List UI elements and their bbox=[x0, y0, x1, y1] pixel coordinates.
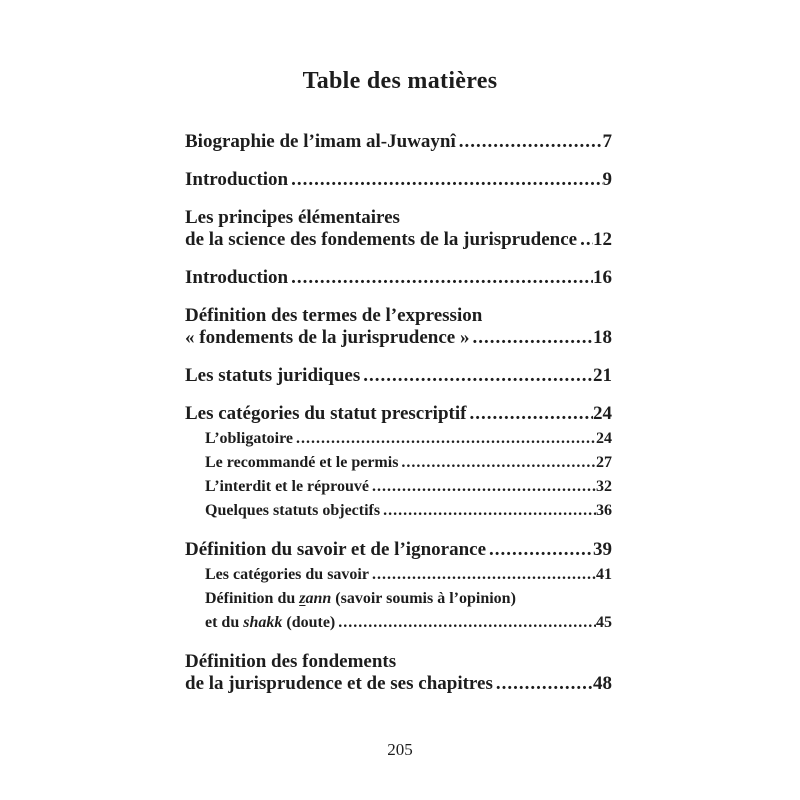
toc-entry-page: 9 bbox=[602, 169, 612, 190]
dot-leader bbox=[380, 499, 596, 523]
table-of-contents bbox=[185, 131, 612, 695]
toc-entry-text: Définition du bbox=[205, 590, 300, 607]
toc-entry-page: 32 bbox=[596, 478, 612, 495]
toc-entry-label bbox=[205, 611, 335, 635]
dot-leader bbox=[288, 267, 593, 289]
toc-entry-label: Les catégories du statut prescriptif bbox=[185, 403, 467, 424]
toc-entry-line: Définition des termes de l’expression bbox=[185, 305, 483, 326]
toc-entry-page: 24 bbox=[593, 403, 612, 424]
dot-leader bbox=[456, 131, 603, 153]
term-zann-rest: ann bbox=[305, 590, 332, 607]
dot-leader bbox=[469, 327, 593, 349]
toc-entry-label: Quelques statuts objectifs bbox=[205, 502, 381, 519]
toc-entry bbox=[185, 267, 612, 289]
toc-entry-label: Les catégories du savoir bbox=[205, 566, 369, 583]
toc-entry-page: 36 bbox=[596, 502, 612, 519]
dot-leader bbox=[360, 365, 593, 387]
page-title: Table des matières bbox=[302, 68, 498, 94]
toc-subentry bbox=[185, 499, 612, 523]
dot-leader bbox=[398, 451, 596, 475]
toc-subentry bbox=[185, 563, 612, 587]
dot-leader bbox=[369, 563, 596, 587]
toc-entry-label: Biographie de l’imam al-Juwaynî bbox=[185, 131, 456, 152]
toc-entry-label: « fondements de la jurisprudence » bbox=[185, 327, 470, 348]
toc-entry-page: 12 bbox=[593, 229, 612, 250]
toc-entry-label: de la science des fondements de la jurisprudence bbox=[185, 229, 578, 250]
toc-entry-text: (doute) bbox=[282, 614, 336, 631]
dot-leader bbox=[293, 427, 596, 451]
toc-entry bbox=[185, 305, 612, 349]
toc-subentry bbox=[185, 427, 612, 451]
dot-leader bbox=[486, 539, 593, 561]
toc-entry-page: 18 bbox=[593, 327, 612, 348]
toc-entry-page: 16 bbox=[593, 267, 612, 288]
toc-entry-page: 41 bbox=[596, 566, 612, 583]
toc-entry-page: 21 bbox=[593, 365, 612, 386]
toc-entry bbox=[185, 365, 612, 387]
toc-entry-page: 24 bbox=[596, 430, 612, 447]
toc-entry-page: 48 bbox=[593, 673, 612, 694]
toc-entry bbox=[185, 651, 612, 695]
toc-entry bbox=[185, 207, 612, 251]
toc-entry bbox=[185, 169, 612, 191]
toc-entry-label: L’obligatoire bbox=[205, 430, 294, 447]
toc-entry-label: Les statuts juridiques bbox=[185, 365, 361, 386]
toc-entry-label: Introduction bbox=[185, 267, 289, 288]
toc-subentry bbox=[185, 451, 612, 475]
toc-entry-line bbox=[205, 587, 612, 611]
toc-entry-page: 7 bbox=[602, 131, 612, 152]
toc-entry-label: Introduction bbox=[185, 169, 289, 190]
toc-entry-text: et du bbox=[205, 614, 244, 631]
toc-entry-text: (savoir soumis à l’opinion) bbox=[331, 590, 516, 607]
dot-leader bbox=[577, 229, 593, 251]
toc-entry-page: 45 bbox=[596, 614, 612, 631]
dot-leader bbox=[335, 611, 596, 635]
dot-leader bbox=[466, 403, 593, 425]
dot-leader bbox=[369, 475, 596, 499]
toc-entry-page: 39 bbox=[593, 539, 612, 560]
toc-entry bbox=[185, 403, 612, 425]
dot-leader bbox=[288, 169, 602, 191]
toc-entry bbox=[185, 539, 612, 561]
toc-entry-label: Le recommandé et le permis bbox=[205, 454, 399, 471]
term-zann: z bbox=[299, 590, 306, 607]
toc-entry-label: de la jurisprudence et de ses chapitres bbox=[185, 673, 493, 694]
toc-entry-line: Les principes élémentaires bbox=[185, 207, 400, 228]
dot-leader bbox=[493, 673, 593, 695]
toc-entry bbox=[185, 131, 612, 153]
term-shakk: shakk bbox=[243, 614, 283, 631]
toc-subentry bbox=[185, 475, 612, 499]
toc-entry-label: Définition du savoir et de l’ignorance bbox=[185, 539, 487, 560]
toc-entry-line: Définition des fondements bbox=[185, 651, 397, 672]
toc-entry-label: L’interdit et le réprouvé bbox=[205, 478, 369, 495]
page-number: 205 bbox=[387, 740, 413, 759]
toc-subentry bbox=[185, 587, 612, 635]
toc-entry-page: 27 bbox=[596, 454, 612, 471]
